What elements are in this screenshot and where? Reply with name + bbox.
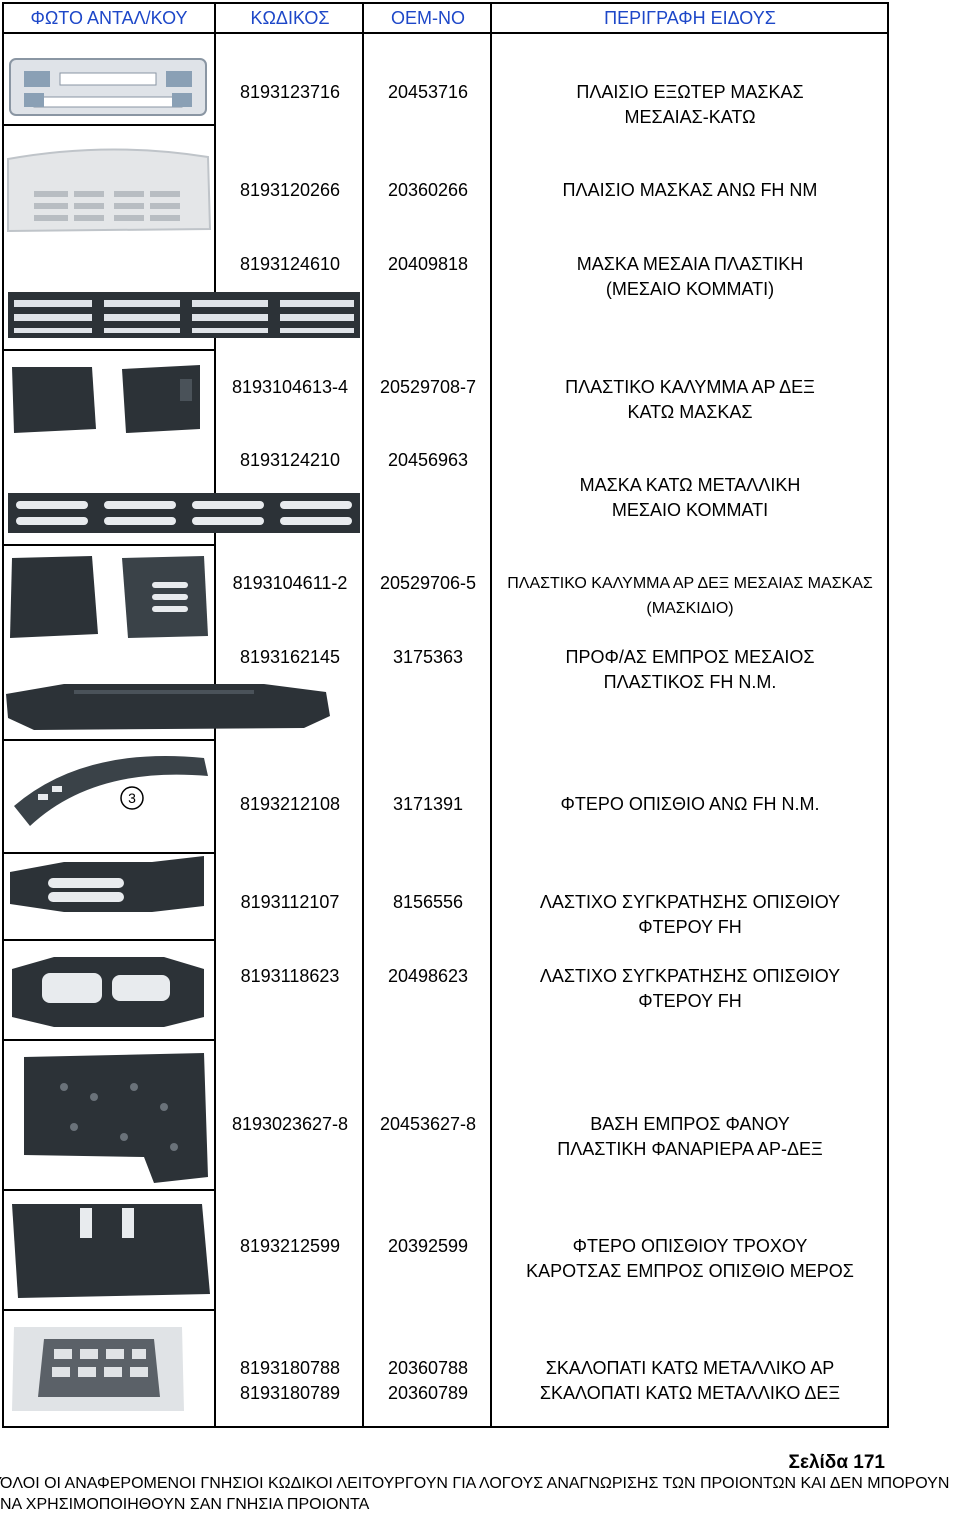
photo-divider (4, 544, 214, 546)
cover-pair-vent-image (4, 552, 212, 642)
photo-divider (4, 1039, 214, 1041)
part-description: ΛΑΣΤΙΧΟ ΣΥΓΚΡΑΤΗΣΗΣ ΟΠΙΣΘΙΟΥ (539, 966, 841, 986)
photo-divider (4, 349, 214, 351)
part-description: ΦΤΕΡΟ ΟΠΙΣΘΙΟΥ ΤΡΟΧΟΥ (572, 1236, 808, 1256)
grille-middle-image (4, 284, 364, 344)
oem-number: 20529708-7 (379, 377, 477, 397)
cover-pair-image (4, 359, 212, 439)
part-description: (ΜΑΣΚΙΔΙΟ) (646, 600, 734, 617)
part-code: 8193120266 (239, 180, 341, 200)
header-oem: ΟΕΜ-ΝΟ (391, 8, 465, 28)
part-description: ΜΕΣΑΙΟ ΚΟΜΜΑΤΙ (611, 500, 769, 520)
part-code: 8193104611-2 (232, 573, 348, 593)
header-code: ΚΩΔΙΚΟΣ (250, 8, 330, 28)
part-description: ΚΑΡΟΤΣΑΣ ΕΜΠΡΟΣ ΟΠΙΣΘΙΟ ΜΕΡΟΣ (526, 1261, 854, 1281)
part-description: ΦΤΕΡΟ ΟΠΙΣΘΙΟ ΑΝΩ FH N.M. (560, 794, 820, 814)
part-description: ΠΛΑΙΣΙΟ ΜΑΣΚΑΣ ΑΝΩ FH NM (562, 180, 818, 200)
part-description: ΜΑΣΚΑ ΚΑΤΩ ΜΕΤΑΛΛΙΚΗ (579, 475, 801, 495)
part-description: ΠΡΟΦ/ΑΣ ΕΜΠΡΟΣ ΜΕΣΑΙΟΣ (565, 647, 815, 667)
oem-number: 8156556 (392, 892, 464, 912)
grille-lower-image (4, 489, 364, 539)
part-description: ΒΑΣΗ ΕΜΠΡΟΣ ΦΑΝΟΥ (590, 1114, 790, 1134)
part-code: 8193124610 (239, 254, 341, 274)
header-description: ΠΕΡΙΓΡΑΦΗ ΕΙΔΟΥΣ (604, 8, 776, 28)
oem-number: 20498623 (387, 966, 469, 986)
part-code: 8193104613-4 (231, 377, 349, 397)
part-code: 8193118623 (240, 966, 340, 986)
part-code: 8193023627-8 (231, 1114, 349, 1134)
part-description: ΠΛΑΙΣΙΟ ΕΞΩΤΕΡ ΜΑΣΚΑΣ (576, 82, 804, 102)
oem-number: 20409818 (387, 254, 469, 274)
photo-divider (4, 939, 214, 941)
part-code: 8193180788 (239, 1358, 341, 1378)
part-description: ΣΚΑΛΟΠΑΤΙ ΚΑΤΩ ΜΕΤΑΛΛΙΚΟ ΔΕΞ (539, 1383, 841, 1403)
part-description: (ΜΕΣΑΙΟ ΚΟΜΜΑΤΙ) (605, 279, 775, 299)
oem-number: 20360789 (387, 1383, 469, 1403)
page-number: Σελίδα 171 (788, 1452, 885, 1473)
part-code: 8193123716 (239, 82, 341, 102)
part-code: 8193124210 (239, 450, 341, 470)
part-description: ΠΛΑΣΤΙΚΟΣ FH N.M. (603, 672, 777, 692)
part-description: ΠΛΑΣΤΙΚΟ ΚΑΛΥΜΜΑ ΑΡ ΔΕΞ ΜΕΣΑΙΑΣ ΜΑΣΚΑΣ (507, 575, 873, 592)
oem-number: 20360266 (387, 180, 469, 200)
oem-number: 20360788 (387, 1358, 469, 1378)
part-code: 8193162145 (239, 647, 341, 667)
oem-number: 20529706-5 (379, 573, 477, 593)
part-description: ΚΑΤΩ ΜΑΣΚΑΣ (627, 402, 753, 422)
part-code: 8193180789 (239, 1383, 341, 1403)
catalog-table (2, 2, 889, 1428)
photo-divider (4, 124, 214, 126)
disclaimer-line-2: ΝΑ ΧΡΗΣΙΜΟΠΟΙΗΘΟΥΝ ΣΑΝ ΓΝΗΣΙΑ ΠΡΟΙΟΝΤΑ (0, 1496, 370, 1513)
photo-divider (4, 1309, 214, 1311)
part-description: ΣΚΑΛΟΠΑΤΙ ΚΑΤΩ ΜΕΤΑΛΛΙΚΟ ΑΡ (545, 1358, 835, 1378)
part-code: 8193112107 (240, 892, 340, 912)
fender-image (4, 746, 212, 846)
oem-number: 20392599 (387, 1236, 469, 1256)
grille-upper-image (4, 129, 212, 239)
grille-frame-image (4, 49, 212, 124)
bumper-image (4, 672, 334, 734)
part-description: ΠΛΑΣΤΙΚΟ ΚΑΛΥΜΜΑ ΑΡ ΔΕΞ (565, 377, 815, 397)
oem-number: 20453716 (387, 82, 469, 102)
part-description: ΛΑΣΤΙΧΟ ΣΥΓΚΡΑΤΗΣΗΣ ΟΠΙΣΘΙΟΥ (539, 892, 841, 912)
part-description: ΦΤΕΡΟΥ FH (638, 917, 742, 937)
disclaimer-line-1: ΌΛΟΙ ΟΙ ΑΝΑΦΕΡΟΜΕΝΟΙ ΓΝΗΣΙΟΙ ΚΩΔΙΚΟΙ ΛΕΙΤΟΥΡΓΟΥΝ ΓΙΑ ΛΟΓΟΥΣ ΑΝΑΓΝΩΡΙΣΗΣ ΤΩΝ ΠΡΟΙΟΝΤΩΝ ΚΑΙ ΔΕΝ ΜΠΟΡΟΥΝ (0, 1475, 950, 1492)
part-description: ΜΑΣΚΑ ΜΕΣΑΙΑ ΠΛΑΣΤΙΚΗ (576, 254, 804, 274)
lamp-bracket-image (4, 1047, 212, 1187)
part-code: 8193212108 (239, 794, 341, 814)
step-image (4, 1319, 189, 1419)
header-photo: ΦΩΤΟ ΑΝΤΑΛ/ΚΟΥ (30, 8, 188, 28)
mudguard-image (4, 1194, 212, 1306)
oem-number: 3175363 (392, 647, 464, 667)
oem-number: 20456963 (387, 450, 469, 470)
part-description: ΜΕΣΑΙΑΣ-ΚΑΤΩ (624, 107, 756, 127)
oem-number: 20453627-8 (379, 1114, 477, 1134)
photo-divider (4, 739, 214, 741)
column-divider (362, 34, 364, 1426)
oem-number: 3171391 (392, 794, 464, 814)
column-divider (490, 34, 492, 1426)
part-description: ΠΛΑΣΤΙΚΗ ΦΑΝΑΡΙΕΡΑ ΑΡ-ΔΕΞ (557, 1139, 823, 1159)
rubber-strap-image (4, 852, 212, 934)
part-code: 8193212599 (239, 1236, 341, 1256)
callout-number: 3 (128, 790, 136, 806)
rubber-strap-2-image (4, 949, 212, 1034)
table-header (4, 4, 887, 34)
photo-divider (4, 1189, 214, 1191)
part-description: ΦΤΕΡΟΥ FH (638, 991, 742, 1011)
